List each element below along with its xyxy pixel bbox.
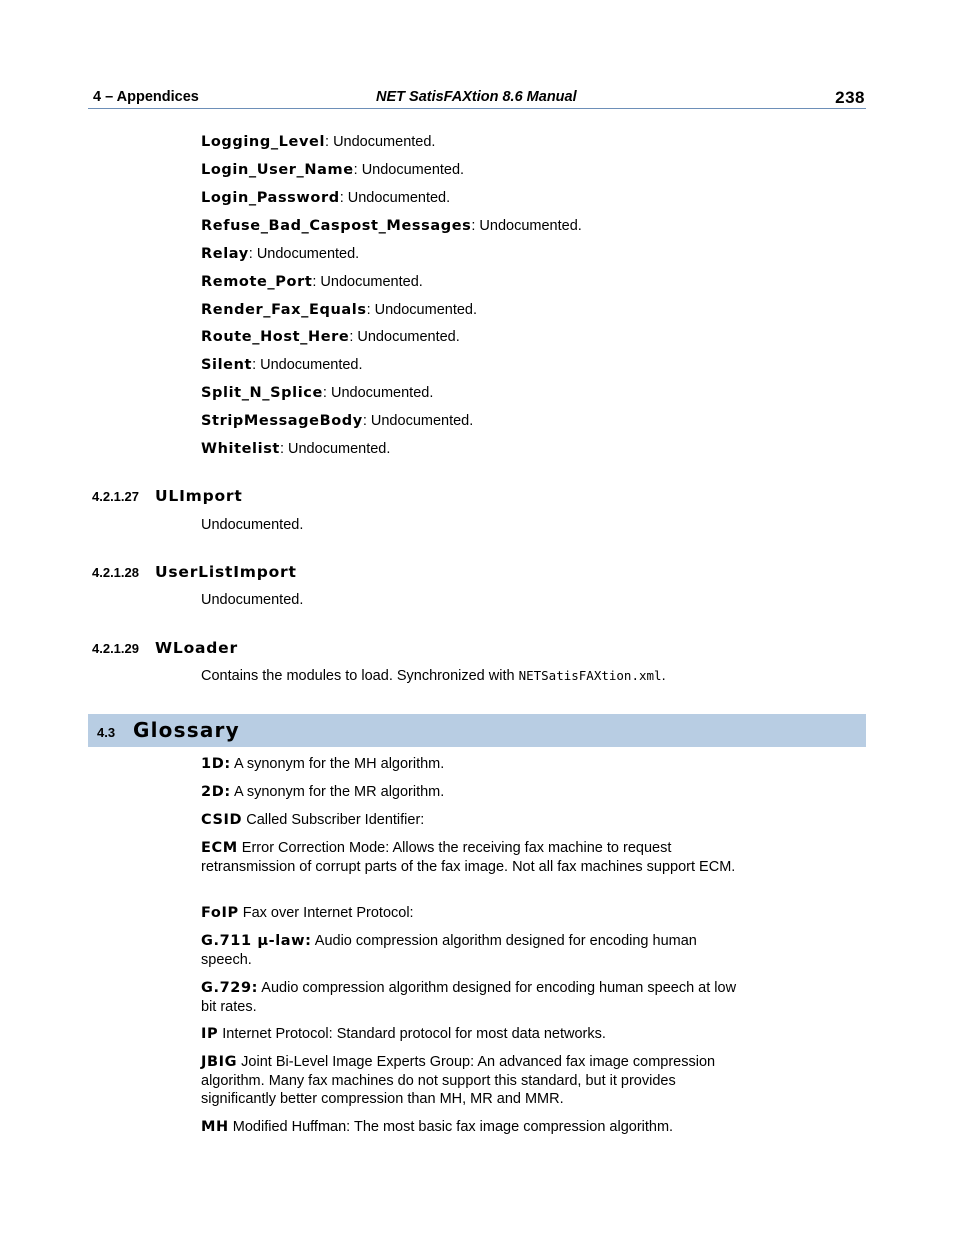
glossary-term: 1D:	[201, 756, 231, 772]
config-term: Split_N_Splice	[201, 385, 323, 401]
config-term: Logging_Level	[201, 134, 326, 150]
glossary-entry	[201, 755, 746, 774]
glossary-term: JBIG	[201, 1054, 238, 1070]
glossary-term: MH	[201, 1119, 229, 1135]
glossary-entry	[201, 811, 746, 830]
glossary-entry	[201, 783, 746, 802]
glossary-definition: Modified Huffman: The most basic fax image compression algorithm.	[228, 1119, 674, 1135]
config-term: Whitelist	[201, 441, 280, 457]
glossary-definition: Joint Bi-Level Image Experts Group: An advanced fax image compression algorithm. Many fax machines do not support this standard, but it provides significantly better compression than MH, MR and MMR.	[201, 1054, 716, 1107]
subsection-heading	[92, 487, 243, 506]
config-desc: : Undocumented.	[349, 329, 460, 345]
config-desc: : Undocumented.	[279, 441, 391, 457]
glossary-entry	[201, 979, 746, 1016]
glossary-entry	[201, 1025, 746, 1044]
subsection-title: ULImport	[155, 487, 243, 505]
config-desc: : Undocumented.	[322, 385, 434, 401]
config-desc: : Undocumented.	[353, 162, 465, 178]
config-entry	[201, 356, 746, 375]
config-entry	[201, 189, 746, 208]
config-term: Remote_Port	[201, 274, 313, 290]
config-desc: : Undocumented.	[471, 218, 582, 234]
body-text: Contains the modules to load. Synchronized with	[201, 668, 519, 684]
config-desc: : Undocumented.	[362, 413, 474, 429]
config-desc: : Undocumented.	[366, 302, 478, 318]
glossary-entry	[201, 1118, 746, 1137]
config-term: Login_User_Name	[201, 162, 354, 178]
config-desc: : Undocumented.	[339, 190, 451, 206]
config-entry	[201, 301, 746, 320]
glossary-term: IP	[201, 1026, 219, 1042]
glossary-term: FoIP	[201, 905, 239, 921]
filename-code: NETSatisFAXtion.xml	[518, 668, 662, 683]
config-term: Route_Host_Here	[201, 329, 350, 345]
glossary-definition: Audio compression algorithm designed for encoding human speech at low bit rates.	[201, 980, 737, 1015]
glossary-definition: A synonym for the MR algorithm.	[230, 784, 445, 800]
subsection-number: 4.2.1.27	[92, 489, 139, 504]
config-desc: : Undocumented.	[312, 274, 423, 290]
header-chapter: 4 – Appendices	[93, 89, 199, 105]
glossary-term: ECM	[201, 840, 238, 856]
subsection-body: Undocumented.	[201, 592, 304, 608]
config-entry	[201, 328, 746, 347]
config-term: Refuse_Bad_Caspost_Messages	[201, 218, 472, 234]
glossary-entry	[201, 839, 746, 876]
glossary-definition: Error Correction Mode: Allows the receiving fax machine to request retransmission of corrupt parts of the fax image. Not all fax machines support ECM.	[201, 840, 736, 875]
config-entry	[201, 217, 746, 236]
subsection-body	[201, 667, 746, 686]
config-desc: : Undocumented.	[252, 357, 363, 373]
glossary-definition: Fax over Internet Protocol:	[238, 905, 414, 921]
config-entry	[201, 273, 746, 292]
body-text: .	[661, 668, 666, 684]
glossary-entry	[201, 932, 746, 969]
config-term: StripMessageBody	[201, 413, 363, 429]
config-entry	[201, 384, 746, 403]
glossary-term: 2D:	[201, 784, 231, 800]
glossary-definition: Audio compression algorithm designed for encoding human speech.	[201, 933, 697, 968]
glossary-term: CSID	[201, 812, 243, 828]
config-entry	[201, 440, 746, 459]
glossary-entry	[201, 1053, 746, 1109]
header-page-number: 238	[835, 88, 865, 107]
config-term: Login_Password	[201, 190, 340, 206]
section-number: 4.3	[97, 725, 116, 740]
subsection-number: 4.2.1.28	[92, 565, 139, 580]
page-header	[88, 88, 866, 109]
config-entry	[201, 133, 746, 152]
config-term: Render_Fax_Equals	[201, 302, 367, 318]
config-entry	[201, 245, 746, 264]
subsection-heading	[92, 639, 238, 658]
config-desc: : Undocumented.	[325, 134, 436, 150]
subsection-number: 4.2.1.29	[92, 641, 139, 656]
subsection-title: UserListImport	[155, 563, 297, 581]
config-entry	[201, 161, 746, 180]
subsection-title: WLoader	[155, 639, 238, 657]
glossary-definition: Called Subscriber Identifier:	[242, 812, 425, 828]
config-entry	[201, 412, 746, 431]
glossary-definition: Internet Protocol: Standard protocol for most data networks.	[218, 1026, 606, 1042]
header-manual-title: NET SatisFAXtion 8.6 Manual	[376, 89, 577, 105]
subsection-body: Undocumented.	[201, 517, 304, 533]
config-term: Relay	[201, 246, 249, 262]
subsection-heading	[92, 563, 297, 582]
glossary-term: G.711 µ-law:	[201, 933, 312, 949]
glossary-term: G.729:	[201, 980, 259, 996]
config-term: Silent	[201, 357, 253, 373]
section-title: Glossary	[133, 718, 240, 742]
section-heading-glossary	[88, 714, 866, 747]
config-desc: : Undocumented.	[248, 246, 360, 262]
glossary-entry	[201, 904, 746, 923]
glossary-definition: A synonym for the MH algorithm.	[230, 756, 445, 772]
